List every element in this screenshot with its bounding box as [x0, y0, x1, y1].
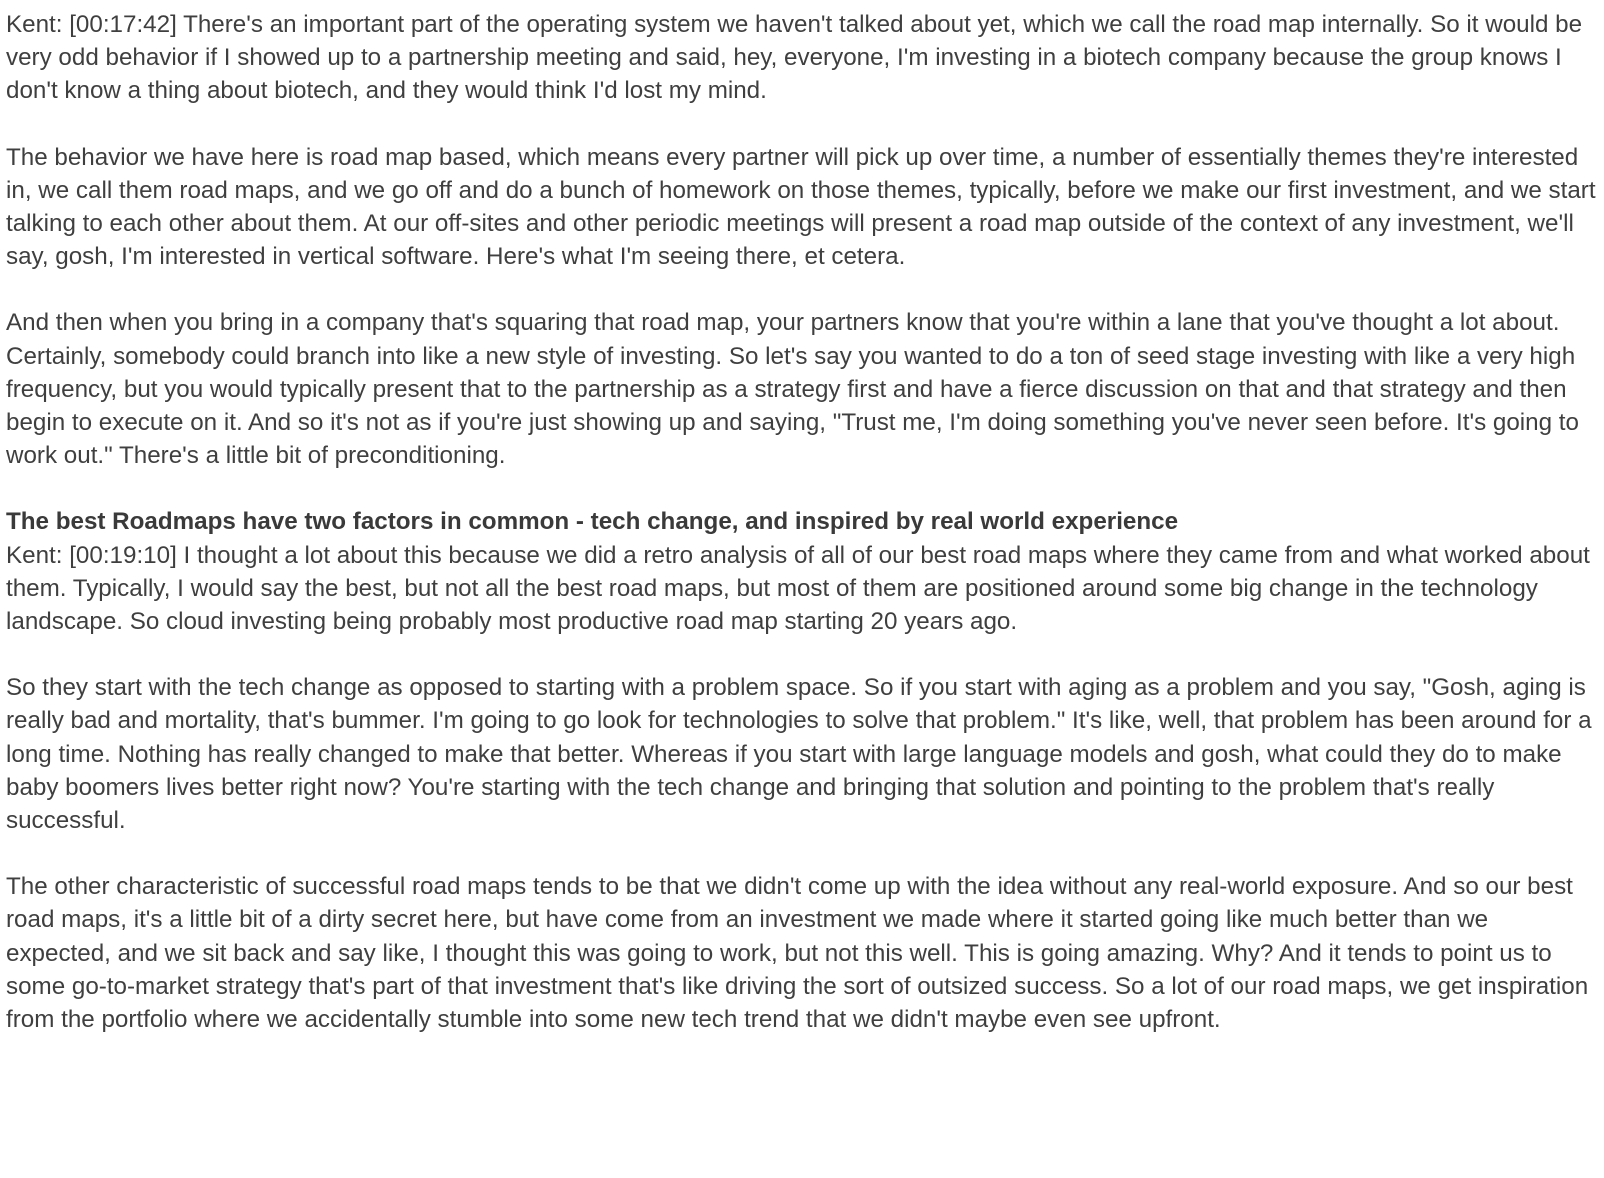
paragraph-roadmap-partners: And then when you bring in a company that's squaring that road map, your partners know that you're within a lane that you've thought a lot about. Certainly, somebody could branch into like a new style of investing. So let's say you wanted to do a ton of seed stage investing with like a very high frequency, but you would typically present that to the partnership as a strategy first and have a fierce discussion on that and that strategy and then begin to execute on it. And so it's not as if you're just showing up and saying, "Trust me, I'm doing something you've never seen before. It's going to work out." There's a little bit of preconditioning. — [6, 309, 1579, 470]
paragraph-roadmap-behavior: The behavior we have here is road map based, which means every partner will pick up over time, a number of essentially themes they're interested in, we call them road maps, and we go off and do a bunch of homework on those themes, typically, before we make our first investment, and we start talking to each other about them. At our off-sites and other periodic meetings will present a road map outside of the context of any investment, we'll say, gosh, I'm interested in vertical software. Here's what I'm seeing there, et cetera. — [6, 143, 1596, 271]
section-heading: The best Roadmaps have two factors in common - tech change, and inspired by real world experience — [6, 508, 1179, 536]
paragraph-real-world-exposure: The other characteristic of successful road maps tends to be that we didn't come up with the idea without any real-world exposure. And so our best road maps, it's a little bit of a dirty secret here, but have come from an investment we made where it started going like much better than we expected, and we sit back and say like, I thought this was going to work, but not this well. This is going amazing. Why? And it tends to point us to some go-to-market strategy that's part of that investment that's like driving the sort of outsized success. So a lot of our road maps, we get inspiration from the portfolio where we accidentally stumble into some new tech trend that we didn't maybe even see upfront. — [6, 873, 1589, 1034]
paragraph-kent-roadmap-intro: Kent: [00:17:42] There's an important part of the operating system we haven't talked about yet, which we call the road map internally. So it would be very odd behavior if I showed up to a partnership meeting and said, hey, everyone, I'm investing in a biotech company because the group knows I don't know a thing about biotech, and they would think I'd lost my mind. — [6, 11, 1583, 105]
paragraph-kent-retro-analysis: Kent: [00:19:10] I thought a lot about this because we did a retro analysis of all of our best road maps where they came from and what worked about them. Typically, I would say the best, but not all the best road maps, but most of them are positioned around some big change in the technology landscape. So cloud investing being probably most productive road map starting 20 years ago. — [6, 541, 1590, 636]
paragraph-tech-change: So they start with the tech change as opposed to starting with a problem space. So if you start with aging as a problem and you say, "Gosh, aging is really bad and mortality, that's bummer. I'm going to go look for technologies to solve that problem." It's like, well, that problem has been around for a long time. Nothing has really changed to make that better. Whereas if you start with large language models and gosh, what could they do to make baby boomers lives better right now? You're starting with the tech change and bringing that solution and pointing to the problem that's really successful. — [6, 674, 1592, 835]
